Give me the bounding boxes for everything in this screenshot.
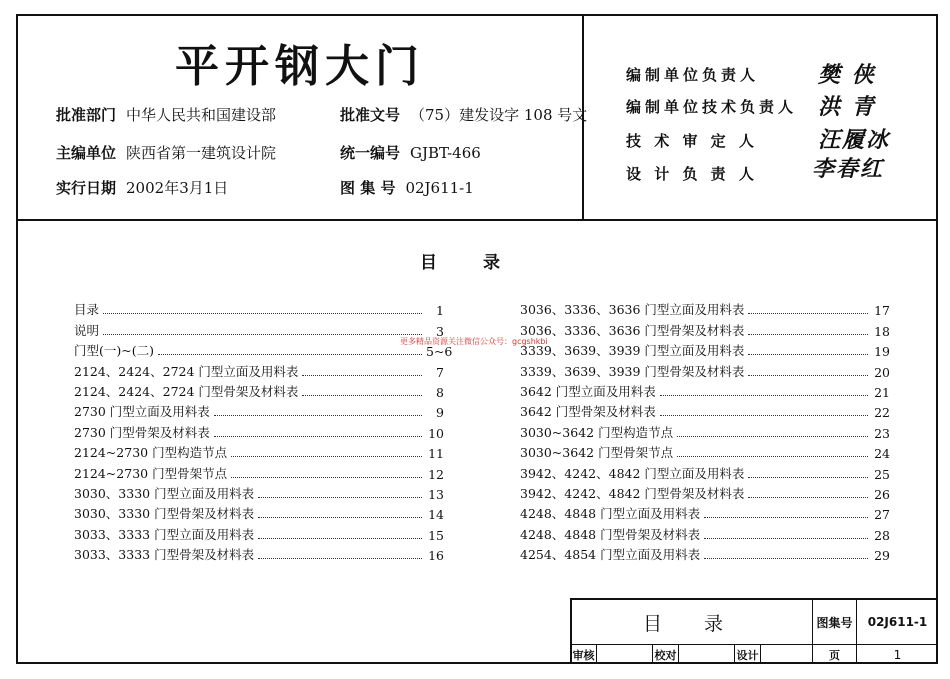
toc-entry [74, 420, 444, 440]
toc-entry [520, 400, 890, 420]
toc-entry-page: 9 [436, 405, 444, 421]
toc-entry-title: 3942、4242、4842 门型骨架及材料表 [520, 485, 745, 501]
toc-entry [74, 318, 444, 338]
approval-dept-label: 批准部门 [56, 106, 117, 124]
toc-leader-dots [231, 456, 422, 457]
toc-entry-page: 28 [874, 527, 890, 543]
toc-entry-page: 29 [874, 548, 890, 564]
toc-entry-page: 22 [874, 405, 890, 421]
toc-entry [520, 380, 890, 400]
toc-entry [520, 522, 890, 542]
title-block-review-label: 审核 [572, 648, 595, 662]
toc-leader-dots [302, 375, 422, 376]
toc-entry-page: 19 [874, 344, 890, 360]
toc-leader-dots [748, 375, 868, 376]
editor-label: 主编单位 [56, 144, 117, 162]
toc-entry-page: 10 [428, 425, 444, 441]
toc-entry-page: 18 [874, 323, 890, 339]
toc-entry-title: 3033、3333 门型骨架及材料表 [74, 547, 255, 563]
signature-4: 李春红 [812, 156, 885, 182]
toc-leader-dots [660, 415, 868, 416]
toc-entry [74, 461, 444, 481]
toc-entry-title: 3030~3642 门型构造节点 [520, 424, 674, 440]
resp-role-3: 技 术 审 定 人 [626, 132, 758, 150]
unified-code-label: 统一编号 [340, 144, 401, 162]
approval-dept-value: 中华人民共和国建设部 [126, 106, 277, 124]
toc-entry [74, 298, 444, 318]
atlas-no-value: 02J611-1 [405, 179, 474, 197]
toc-leader-dots [704, 558, 868, 559]
toc-entry-page: 24 [874, 446, 890, 462]
toc-entry-page: 11 [428, 446, 444, 462]
toc-entry-title: 门型(一)~(二) [74, 343, 154, 359]
toc-leader-dots [302, 395, 422, 396]
toc-leader-dots [258, 558, 422, 559]
toc-entry-title: 3033、3333 门型立面及用料表 [74, 526, 255, 542]
signature-1: 樊 侠 [818, 62, 876, 88]
toc-entry-page: 8 [436, 384, 444, 400]
toc-entry-title: 3036、3336、3636 门型骨架及材料表 [520, 322, 745, 338]
toc-entry [520, 482, 890, 502]
effective-date-value: 2002年3月1日 [126, 179, 229, 197]
toc-entry [74, 441, 444, 461]
toc-entry-title: 2124~2730 门型骨架节点 [74, 465, 228, 481]
toc-leader-dots [158, 354, 422, 355]
toc-entry-title: 2124、2424、2724 门型立面及用料表 [74, 363, 299, 379]
toc-entry-page: 16 [428, 548, 444, 564]
atlas-no-row [340, 177, 474, 198]
effective-date-label: 实行日期 [56, 179, 117, 197]
toc-entry-page: 26 [874, 486, 890, 502]
toc-leader-dots [214, 436, 422, 437]
toc-leader-dots [103, 313, 422, 314]
toc-entry [74, 502, 444, 522]
title-block-col-3 [596, 644, 597, 664]
toc-leader-dots [748, 354, 868, 355]
toc-leader-dots [748, 313, 868, 314]
toc-entry [520, 441, 890, 461]
toc-entry-title: 2124、2424、2724 门型骨架及材料表 [74, 383, 299, 399]
toc-entry-page: 5~6 [426, 344, 453, 360]
toc-leader-dots [748, 477, 868, 478]
toc-entry [74, 543, 444, 563]
toc-entry-page: 12 [428, 466, 444, 482]
toc-entry [74, 400, 444, 420]
title-block-design-label: 设计 [736, 648, 759, 662]
toc-entry-page: 13 [428, 486, 444, 502]
toc-entry [520, 298, 890, 318]
toc-entry-title: 说明 [74, 322, 100, 338]
toc-leader-dots [748, 334, 868, 335]
title-block-col-5 [678, 644, 679, 664]
toc-entry-title: 3036、3336、3636 门型立面及用料表 [520, 302, 745, 318]
toc-right-column [520, 298, 890, 563]
toc-entry [520, 359, 890, 379]
toc-entry-page: 3 [436, 323, 444, 339]
toc-entry [520, 461, 890, 481]
toc-entry-title: 3942、4242、4842 门型立面及用料表 [520, 465, 745, 481]
watermark-text: 更多精品资源关注微信公众号：gcgshkbi [400, 337, 548, 346]
title-block-page-label: 页 [829, 648, 840, 662]
toc-entry-title: 4248、4848 门型骨架及材料表 [520, 526, 701, 542]
title-block-atlas-label: 图集号 [816, 615, 853, 630]
effective-date-row [56, 177, 228, 198]
toc-entry-title: 3030~3642 门型骨架节点 [520, 445, 674, 461]
toc-leader-dots [704, 517, 868, 518]
toc-leader-dots [231, 477, 422, 478]
toc-entry-title: 2730 门型骨架及材料表 [74, 424, 210, 440]
editor-row [56, 142, 276, 163]
title-block-page-no: 1 [893, 647, 902, 662]
title-block-atlas-no: 02J611-1 [867, 615, 928, 629]
toc-leader-dots [704, 538, 868, 539]
toc-entry [74, 339, 453, 360]
toc-leader-dots [748, 497, 868, 498]
unified-code-row [340, 142, 481, 163]
approval-doc-row [340, 104, 587, 125]
editor-value: 陕西省第一建筑设计院 [126, 144, 277, 162]
toc-entry-page: 27 [874, 507, 890, 523]
approval-doc-value: （75）建发设字 108 号文 [410, 106, 588, 124]
toc-entry [520, 420, 890, 440]
toc-leader-dots [258, 538, 422, 539]
toc-entry-title: 目录 [74, 302, 100, 318]
signature-2: 洪 青 [818, 94, 876, 120]
resp-role-4: 设 计 负 责 人 [626, 165, 758, 183]
toc-entry-title: 4254、4854 门型立面及用料表 [520, 547, 701, 563]
toc-leader-dots [677, 436, 868, 437]
atlas-no-label: 图 集 号 [340, 179, 396, 197]
toc-entry-page: 20 [874, 364, 890, 380]
toc-heading: 目 录 [420, 253, 520, 273]
toc-entry [520, 339, 890, 359]
approval-dept-row [56, 104, 276, 125]
unified-code-value: GJBT-466 [410, 144, 481, 162]
signature-3: 汪履冰 [818, 127, 891, 153]
toc-entry-page: 1 [436, 303, 444, 319]
toc-leader-dots [103, 334, 422, 335]
toc-leader-dots [214, 415, 422, 416]
toc-entry [520, 502, 890, 522]
toc-entry [520, 543, 890, 563]
toc-entry-page: 15 [428, 527, 444, 543]
toc-entry [74, 522, 444, 542]
toc-entry-title: 3030、3330 门型骨架及材料表 [74, 506, 255, 522]
toc-leader-dots [660, 395, 868, 396]
toc-entry-page: 21 [874, 384, 890, 400]
title-block-name: 目 录 [642, 612, 742, 635]
toc-entry-title: 2124~2730 门型构造节点 [74, 445, 228, 461]
toc-entry-page: 7 [436, 364, 444, 380]
toc-entry-page: 25 [874, 466, 890, 482]
toc-entry-page: 17 [874, 303, 890, 319]
title-block-col-7 [760, 644, 761, 664]
toc-entry [74, 482, 444, 502]
approval-doc-label: 批准文号 [340, 106, 401, 124]
toc-entry [520, 318, 890, 338]
toc-entry-title: 3030、3330 门型立面及用料表 [74, 485, 255, 501]
toc-entry [74, 380, 444, 400]
toc-leader-dots [258, 497, 422, 498]
toc-entry-title: 3642 门型骨架及材料表 [520, 404, 656, 420]
toc-left-column [74, 298, 453, 564]
toc-entry [74, 359, 444, 379]
page-title: 平开钢大门 [175, 41, 425, 92]
toc-entry-page: 23 [874, 425, 890, 441]
toc-leader-dots [258, 517, 422, 518]
header-divider-horizontal [16, 219, 938, 221]
toc-entry-title: 3642 门型立面及用料表 [520, 383, 656, 399]
title-block-check-label: 校对 [654, 648, 677, 662]
toc-leader-dots [677, 456, 868, 457]
resp-role-1: 编制单位负责人 [626, 66, 760, 84]
toc-entry-title: 3339、3639、3939 门型骨架及材料表 [520, 363, 745, 379]
resp-role-2: 编制单位技术负责人 [626, 98, 798, 116]
toc-entry-title: 2730 门型立面及用料表 [74, 404, 210, 420]
toc-entry-page: 14 [428, 507, 444, 523]
toc-entry-title: 3339、3639、3939 门型立面及用料表 [520, 343, 745, 359]
toc-entry-title: 4248、4848 门型立面及用料表 [520, 506, 701, 522]
